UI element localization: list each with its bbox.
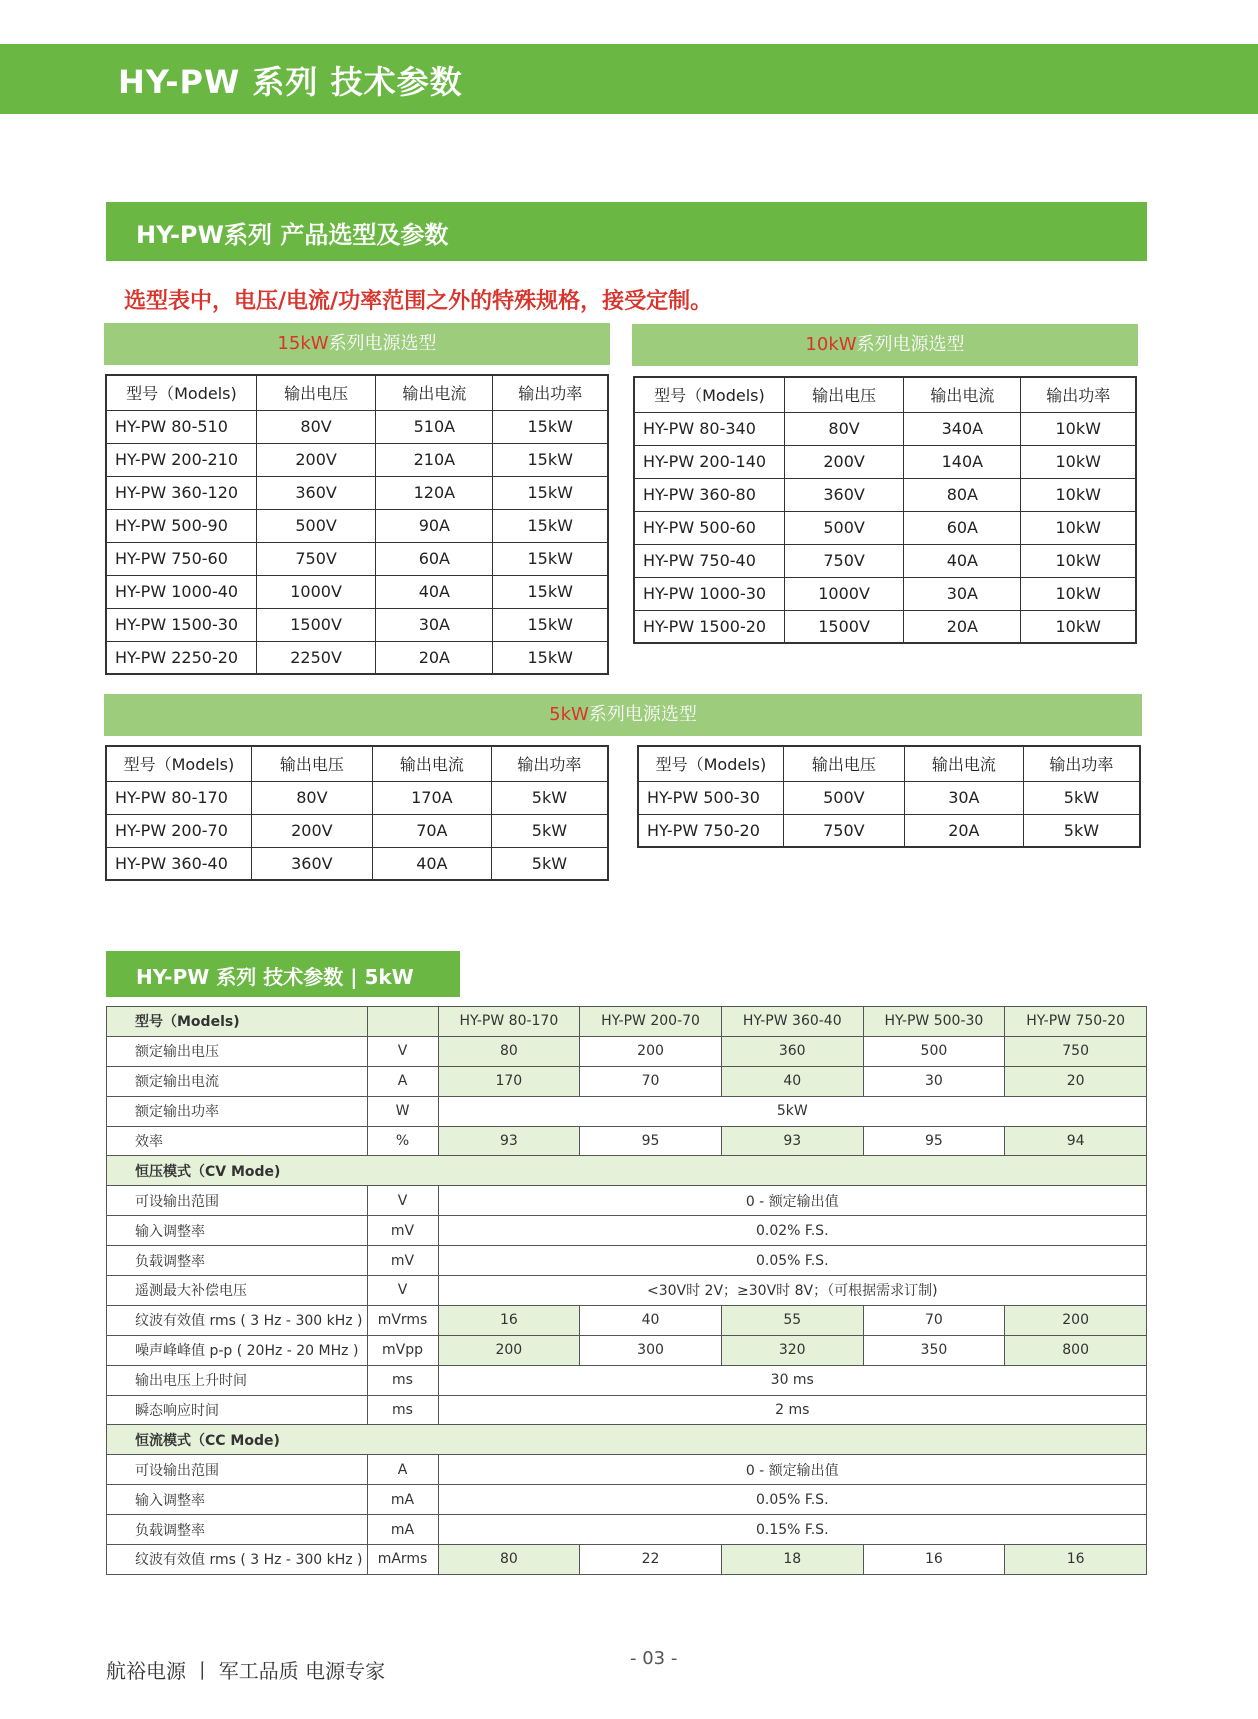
table-row [106,847,608,880]
model-cell: HY-PW 1500-30 [106,608,256,641]
header-row [106,746,608,781]
sel15-header [104,323,610,365]
spec-label: 负载调整率 [107,1246,368,1276]
value-cell: 80V [256,410,375,443]
spec-label: 遥测最大补偿电压 [107,1276,368,1306]
spec-value: 300 [580,1335,722,1365]
value-cell: 120A [376,476,493,509]
spec-label: 额定输出电流 [107,1066,368,1096]
model-cell: HY-PW 1500-20 [634,610,784,643]
value-cell: 1000V [784,577,903,610]
value-cell: 200V [784,445,903,478]
value-cell: 70A [372,814,491,847]
spec-row [107,1276,1147,1306]
value-cell: 140A [904,445,1021,478]
col-header: 输出功率 [491,746,608,781]
value-cell: 10kW [1021,511,1136,544]
table-row [106,575,608,608]
sel5-header [104,694,1142,736]
spec-row [107,1485,1147,1515]
spec-row [107,1066,1147,1096]
sel15-title-rest: 系列电源选型 [328,333,437,354]
model-cell: HY-PW 200-140 [634,445,784,478]
col-header: 输出电流 [376,375,493,410]
model-cell: HY-PW 1000-40 [106,575,256,608]
model-cell: HY-PW 360-120 [106,476,256,509]
value-cell: 210A [376,443,493,476]
value-cell: 10kW [1021,544,1136,577]
spec-row [107,1036,1147,1066]
spec-row [107,1126,1147,1156]
spec-row [107,1365,1147,1395]
spec-span-value: 5kW [438,1096,1146,1126]
banner-title: HY-PW 系列 技术参数 [118,63,463,101]
model-cell: HY-PW 500-60 [634,511,784,544]
table-row [634,445,1136,478]
spec-span-value: 0.05% F.S. [438,1485,1146,1515]
value-cell: 20A [376,641,493,674]
sel10-table [633,376,1137,644]
value-cell: 5kW [491,814,608,847]
spec-span-value: 0 - 额定输出值 [438,1455,1146,1485]
spec-section-label: 恒压模式（CV Mode) [107,1156,1147,1186]
spec-value: 750 [1005,1036,1147,1066]
spec-value: 55 [721,1305,863,1335]
value-cell: 15kW [493,641,608,674]
table-row [638,814,1140,847]
col-header: 输出功率 [493,375,608,410]
header-row [638,746,1140,781]
sel5-title-red: 5kW [549,704,589,725]
header-row [106,375,608,410]
spec-span-value: 0 - 额定输出值 [438,1186,1146,1216]
model-cell: HY-PW 200-210 [106,443,256,476]
col-header: 输出电压 [783,746,904,781]
spec-value: 200 [438,1335,580,1365]
value-cell: 15kW [493,476,608,509]
value-cell: 750V [784,544,903,577]
header-row [634,377,1136,412]
value-cell: 15kW [493,542,608,575]
spec-value: 80 [438,1036,580,1066]
spec-value: 95 [580,1126,722,1156]
spec-model-header: HY-PW 360-40 [721,1007,863,1037]
spec-unit: ms [367,1365,438,1395]
spec-row [107,1335,1147,1365]
spec-value: 94 [1005,1126,1147,1156]
model-cell: HY-PW 2250-20 [106,641,256,674]
sel10-header [632,324,1138,366]
spec-span-value: 2 ms [438,1395,1146,1425]
table-row [634,610,1136,643]
sel5-table-left [105,745,609,881]
spec-value: 200 [1005,1305,1147,1335]
col-header: 输出电流 [904,377,1021,412]
spec-model-header: HY-PW 750-20 [1005,1007,1147,1037]
spec-unit: A [367,1066,438,1096]
custom-notice: 选型表中，电压/电流/功率范围之外的特殊规格，接受定制。 [124,289,713,314]
value-cell: 10kW [1021,577,1136,610]
spec-section-label: 恒流模式（CC Mode) [107,1425,1147,1455]
col-header: 输出功率 [1021,377,1136,412]
model-cell: HY-PW 80-170 [106,781,251,814]
model-cell: HY-PW 360-80 [634,478,784,511]
section-bar [106,202,1147,261]
spec-label: 负载调整率 [107,1515,368,1545]
table-row [106,476,608,509]
value-cell: 340A [904,412,1021,445]
spec-label: 噪声峰峰值 p-p ( 20Hz - 20 MHz ) [107,1335,368,1365]
value-cell: 1500V [784,610,903,643]
value-cell: 20A [904,814,1023,847]
col-header: 输出电压 [784,377,903,412]
value-cell: 30A [904,577,1021,610]
spec-header-row [107,1007,1147,1037]
value-cell: 15kW [493,575,608,608]
model-cell: HY-PW 500-30 [638,781,783,814]
spec-unit: mArms [367,1545,438,1575]
value-cell: 10kW [1021,445,1136,478]
spec-span-value: 0.05% F.S. [438,1246,1146,1276]
spec-model-header: HY-PW 500-30 [863,1007,1005,1037]
spec-tab [106,951,460,997]
value-cell: 80V [784,412,903,445]
value-cell: 2250V [256,641,375,674]
model-cell: HY-PW 360-40 [106,847,251,880]
spec-header-label: 型号（Models) [107,1007,368,1037]
table-row [106,814,608,847]
spec-unit-blank [367,1007,438,1037]
value-cell: 80A [904,478,1021,511]
spec-label: 额定输出电压 [107,1036,368,1066]
spec-value: 320 [721,1335,863,1365]
spec-label: 纹波有效值 rms ( 3 Hz - 300 kHz ) [107,1305,368,1335]
top-banner [0,44,1258,114]
value-cell: 80V [251,781,372,814]
table-row [106,443,608,476]
spec-unit: mVrms [367,1305,438,1335]
spec-unit: mA [367,1515,438,1545]
spec-unit: V [367,1276,438,1306]
spec-span-value: 30 ms [438,1365,1146,1395]
value-cell: 40A [904,544,1021,577]
spec-value: 350 [863,1335,1005,1365]
spec-label: 瞬态响应时间 [107,1395,368,1425]
sel10-title-red: 10kW [805,334,857,355]
spec-value: 95 [863,1126,1005,1156]
spec-value: 30 [863,1066,1005,1096]
spec-value: 20 [1005,1066,1147,1096]
value-cell: 750V [256,542,375,575]
value-cell: 170A [372,781,491,814]
sel5-table-right [637,745,1141,848]
table-row [106,608,608,641]
value-cell: 500V [784,511,903,544]
spec-value: 16 [863,1545,1005,1575]
spec-value: 22 [580,1545,722,1575]
table-row [106,641,608,674]
sel5-title-rest: 系列电源选型 [588,704,697,725]
spec-row [107,1216,1147,1246]
model-cell: HY-PW 200-70 [106,814,251,847]
sel15-table [105,374,609,675]
col-header: 输出电压 [251,746,372,781]
sel15-title-red: 15kW [277,333,329,354]
col-header: 型号（Models) [634,377,784,412]
model-cell: HY-PW 750-20 [638,814,783,847]
table-row [634,478,1136,511]
value-cell: 1500V [256,608,375,641]
section-title: HY-PW系列 产品选型及参数 [136,221,449,249]
spec-unit: mVpp [367,1335,438,1365]
spec-unit: % [367,1126,438,1156]
spec-unit: W [367,1096,438,1126]
value-cell: 15kW [493,608,608,641]
value-cell: 20A [904,610,1021,643]
value-cell: 15kW [493,410,608,443]
col-header: 输出电流 [372,746,491,781]
value-cell: 200V [256,443,375,476]
spec-unit: mV [367,1216,438,1246]
table-row [634,544,1136,577]
spec-row [107,1455,1147,1485]
spec-row [107,1425,1147,1455]
model-cell: HY-PW 1000-30 [634,577,784,610]
spec-label: 输入调整率 [107,1216,368,1246]
spec-label: 输入调整率 [107,1485,368,1515]
spec-value: 16 [1005,1545,1147,1575]
spec-row [107,1096,1147,1126]
spec-span-value: 0.02% F.S. [438,1216,1146,1246]
sel10-title-rest: 系列电源选型 [856,334,965,355]
table-row [106,410,608,443]
value-cell: 60A [376,542,493,575]
value-cell: 10kW [1021,412,1136,445]
value-cell: 40A [372,847,491,880]
spec-span-value: <30V时 2V；≥30V时 8V；（可根据需求订制) [438,1276,1146,1306]
value-cell: 360V [256,476,375,509]
value-cell: 510A [376,410,493,443]
table-row [106,509,608,542]
spec-tab-title: HY-PW 系列 技术参数 | 5kW [136,965,414,989]
spec-value: 40 [721,1066,863,1096]
spec-model-header: HY-PW 80-170 [438,1007,580,1037]
model-cell: HY-PW 80-340 [634,412,784,445]
col-header: 型号（Models) [106,375,256,410]
model-cell: HY-PW 750-60 [106,542,256,575]
spec-label: 效率 [107,1126,368,1156]
spec-label: 输出电压上升时间 [107,1365,368,1395]
value-cell: 30A [376,608,493,641]
spec-unit: V [367,1186,438,1216]
value-cell: 5kW [1023,814,1140,847]
page-number: - 03 - [630,1648,678,1669]
value-cell: 10kW [1021,610,1136,643]
spec-unit: mV [367,1246,438,1276]
spec-value: 16 [438,1305,580,1335]
spec-value: 80 [438,1545,580,1575]
spec-unit: V [367,1036,438,1066]
spec-value: 93 [721,1126,863,1156]
spec-label: 可设输出范围 [107,1186,368,1216]
col-header: 型号（Models) [638,746,783,781]
spec-row [107,1246,1147,1276]
spec-label: 可设输出范围 [107,1455,368,1485]
value-cell: 1000V [256,575,375,608]
value-cell: 200V [251,814,372,847]
model-cell: HY-PW 80-510 [106,410,256,443]
value-cell: 15kW [493,509,608,542]
spec-value: 70 [863,1305,1005,1335]
table-row [634,577,1136,610]
model-cell: HY-PW 500-90 [106,509,256,542]
value-cell: 5kW [491,847,608,880]
spec-row [107,1305,1147,1335]
spec-unit: A [367,1455,438,1485]
spec-table [106,1006,1147,1575]
spec-row [107,1395,1147,1425]
spec-value: 500 [863,1036,1005,1066]
spec-unit: ms [367,1395,438,1425]
spec-row [107,1515,1147,1545]
table-row [634,412,1136,445]
spec-label: 纹波有效值 rms ( 3 Hz - 300 kHz ) [107,1545,368,1575]
spec-value: 200 [580,1036,722,1066]
spec-row [107,1156,1147,1186]
value-cell: 500V [256,509,375,542]
value-cell: 15kW [493,443,608,476]
model-cell: HY-PW 750-40 [634,544,784,577]
value-cell: 750V [783,814,904,847]
value-cell: 360V [251,847,372,880]
spec-value: 170 [438,1066,580,1096]
value-cell: 40A [376,575,493,608]
spec-value: 18 [721,1545,863,1575]
spec-row [107,1545,1147,1575]
value-cell: 360V [784,478,903,511]
table-row [634,511,1136,544]
col-header: 输出电压 [256,375,375,410]
table-row [106,781,608,814]
table-row [106,542,608,575]
spec-unit: mA [367,1485,438,1515]
col-header: 型号（Models) [106,746,251,781]
spec-value: 40 [580,1305,722,1335]
value-cell: 5kW [491,781,608,814]
value-cell: 90A [376,509,493,542]
value-cell: 10kW [1021,478,1136,511]
spec-model-header: HY-PW 200-70 [580,1007,722,1037]
col-header: 输出功率 [1023,746,1140,781]
value-cell: 5kW [1023,781,1140,814]
value-cell: 500V [783,781,904,814]
spec-span-value: 0.15% F.S. [438,1515,1146,1545]
value-cell: 30A [904,781,1023,814]
spec-label: 额定输出功率 [107,1096,368,1126]
table-row [638,781,1140,814]
spec-value: 360 [721,1036,863,1066]
spec-row [107,1186,1147,1216]
value-cell: 60A [904,511,1021,544]
footer-brand: 航裕电源 丨 军工品质 电源专家 [106,1659,386,1683]
spec-value: 93 [438,1126,580,1156]
spec-value: 800 [1005,1335,1147,1365]
spec-value: 70 [580,1066,722,1096]
col-header: 输出电流 [904,746,1023,781]
